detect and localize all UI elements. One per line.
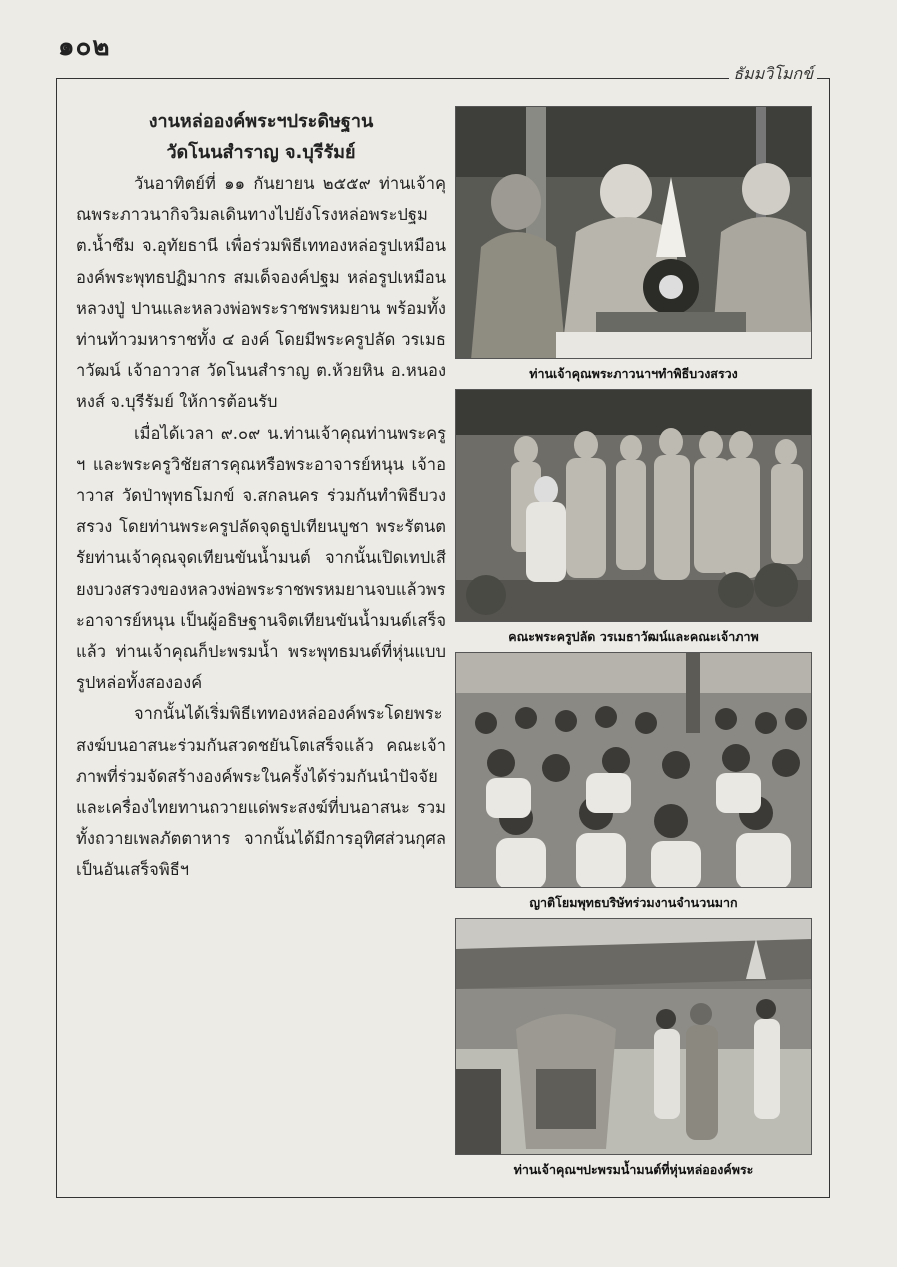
photo-group-standing — [455, 389, 812, 622]
photo-column — [455, 106, 812, 1185]
photo-caption-2: คณะพระครูปลัด วรเมธาวัฒน์และคณะเจ้าภาพ — [508, 629, 759, 644]
article-headline-line2: วัดโนนสำราญ จ.บุรีรัมย์ — [166, 142, 356, 163]
article-column — [76, 106, 446, 1186]
photo-crowd-seated — [455, 652, 812, 888]
article-paragraph-1: วันอาทิตย์ที่ ๑๑ กันยายน ๒๕๕๙ ท่านเจ้าคุณพระภาวนากิจวิมลเดินทางไปยังโรงหล่อพระปฐม ต.น้ำซึม จ.อุทัยธานี เพื่อร่วมพิธีเททองหล่อรูปเหมือนองค์พระพุทธปฏิมากร สมเด็จองค์ปฐม หล่อรูปเหมือนหลวงปู่ ปานและหลวงพ่อพระราชพรหมยาน พร้อมทั้งท่านท้าวมหาราชทั้ง ๔ องค์ โดยมีพระครูปลัด วรเมธาวัฒน์ เจ้าอาวาส วัดโนนสำราญ ต.ห้วยหิน อ.หนองหงส์ จ.บุรีรัมย์ ให้การต้อนรับ — [76, 174, 446, 412]
photo-monks-ceremony — [455, 106, 812, 359]
photo-caption-4: ท่านเจ้าคุณฯปะพรมน้ำมนต์ที่หุ่นหล่อองค์พระ — [513, 1162, 754, 1177]
article-paragraph-3: จากนั้นได้เริ่มพิธีเททองหล่อองค์พระโดยพระสงฆ์บนอาสนะร่วมกันสวดชยันโตเสร็จแล้ว คณะเจ้าภาพที่ร่วมจัดสร้างองค์พระในครั้งได้ร่วมกันนำปัจจัยและเครื่องไทยทานถวายแด่พระสงฆ์ที่บนอาสนะ รวมทั้งถวายเพลภัตตาหาร จากนั้นได้มีการอุทิศส่วนกุศล เป็นอันเสร็จพิธีฯ — [76, 704, 446, 880]
article-paragraph-2: เมื่อได้เวลา ๙.๐๙ น.ท่านเจ้าคุณท่านพระครูฯ และพระครูวิชัยสารคุณหรือพระอาจารย์หนุน เจ้าอาวาส วัดป่าพุทธโมกข์ จ.สกลนคร ร่วมกันทำพิธีบวงสรวง โดยท่านพระครูปลัดจุดธูปเทียนบูชา พระรัตนตรัยท่านเจ้าคุณจุดเทียนขันน้ำมนต์ จากนั้นเปิดเทปเสียงบวงสรวงของหลวงพ่อพระราชพรหมยานจบแล้วพระอาจารย์หนุน เป็นผู้อธิษฐานจิตเทียนขันน้ำมนต์เสร็จแล้ว ท่านเจ้าคุณก็ปะพรมน้ำ พระพุทธมนต์ที่หุ่นแบบรูปหล่อทั้งสององค์ — [76, 423, 446, 693]
page-number: ๑๐๒ — [58, 32, 111, 62]
photo-sprinkling-statues — [455, 918, 812, 1155]
journal-name: ธัมมวิโมกข์ — [729, 62, 817, 87]
photo-caption-3: ญาติโยมพุทธบริษัทร่วมงานจำนวนมาก — [529, 895, 738, 910]
article-headline-line1: งานหล่อองค์พระฯประดิษฐาน — [148, 111, 374, 132]
photo-caption-1: ท่านเจ้าคุณพระภาวนาฯทำพิธีบวงสรวง — [529, 366, 738, 381]
